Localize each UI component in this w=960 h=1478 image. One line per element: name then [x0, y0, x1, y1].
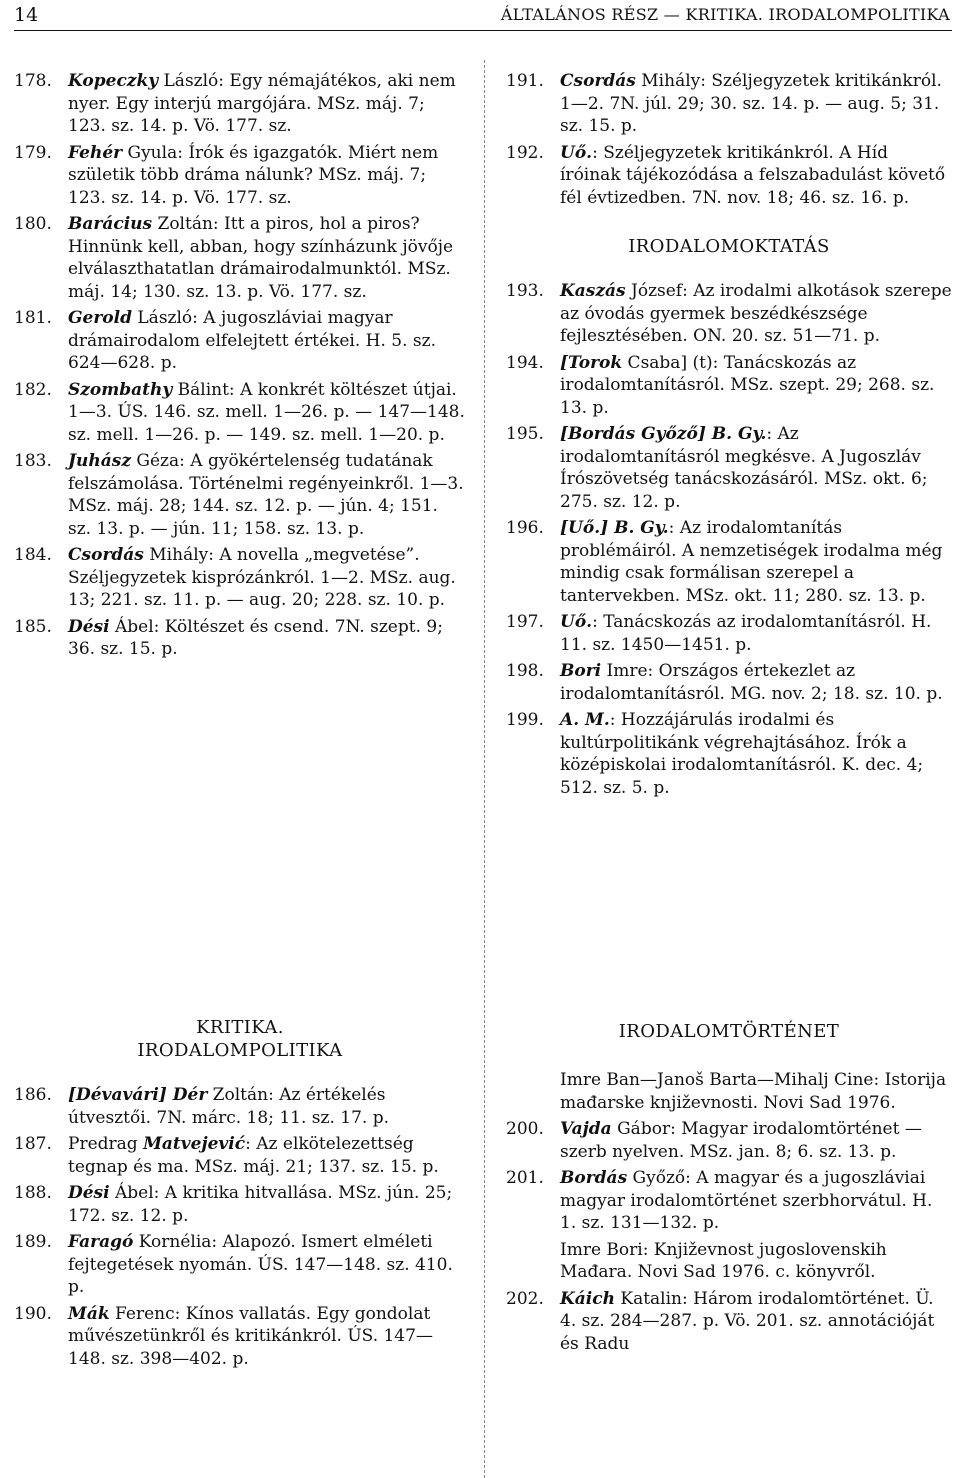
entry-author: Barácius: [68, 214, 153, 234]
entry-author: [Torok: [560, 352, 623, 373]
entry-author: Dési: [68, 1183, 110, 1203]
entry-text: Mihály: A novella „megvetése”. Széljegyzetek kisprózánkról. 1—2. MSz. aug. 13; 221. sz. 11. p. — aug. 20; 228. sz. 10. p.: [68, 545, 456, 610]
entry-number: 198.: [506, 661, 544, 681]
entry-author: Bordás: [560, 1168, 628, 1188]
entry-number: 191.: [506, 71, 544, 91]
entry-number: 190.: [14, 1303, 52, 1324]
page-header: [0, 0, 960, 32]
entry-author: Matvejević: [143, 1134, 246, 1154]
entry-number: 182.: [14, 379, 52, 400]
entry-text: Katalin: Három irodalomtörténet. Ü. 4. sz. 284—287. p. Vö. 201. sz. annotációját és Radu: [560, 1288, 935, 1354]
entry-184: [14, 544, 466, 612]
entry-text: : Az irodalomtanításról megkésve. A Jugoszláv Írószövetség tanácskozásáról. MSz. okt. 6; 275. sz. 12. p.: [560, 424, 928, 512]
entry-number: 192.: [506, 142, 544, 163]
entry-number: 181.: [14, 308, 52, 328]
entry-number: 199.: [506, 710, 544, 730]
entry-192: [506, 142, 952, 210]
entry-194: [506, 352, 952, 420]
entry-author: [Bordás Győző] B. Gy.: [560, 424, 767, 444]
entry-author: Dési: [68, 616, 110, 637]
entry-author: Vajda: [560, 1119, 612, 1139]
entry-number: 193.: [506, 281, 544, 301]
entry-number: 200.: [506, 1119, 544, 1139]
entry-text: Kornélia: Alapozó. Ismert elméleti fejtegetések nyomán. ÚS. 147—148. sz. 410. p.: [68, 1232, 453, 1297]
entry-number: 179.: [14, 142, 52, 163]
entry-193: [506, 280, 952, 348]
entry-181: [14, 307, 466, 375]
entry-author: Csordás: [560, 71, 636, 91]
entry-text: László: A jugoszláviai magyar drámairodalom elfelejtett értékei. H. 5. sz. 624—628. p.: [68, 308, 437, 373]
entry-text: Bálint: A konkrét költészet útjai. 1—3. ÚS. 146. sz. mell. 1—26. p. — 147—148. sz. mell. 1—26. p. — 149. sz. mell. 1—20. p.: [68, 379, 465, 445]
entry-text: Győző: A magyar és a jugoszláviai magyar irodalomtörténet szerbhorvátul. H. 1. sz. 131—132. p.: [560, 1168, 933, 1233]
section-heading-kritika: [14, 1016, 466, 1062]
entry-number: 183.: [14, 451, 52, 471]
entry-text: Gyula: Írók és igazgatók. Miért nem születik több dráma nálunk? MSz. máj. 7; 123. sz. 14. p. Vö. 177. sz.: [68, 142, 439, 208]
entry-191: [506, 70, 952, 138]
top-left-column: [14, 70, 466, 665]
section-heading-irodalomtortenet: IRODALOMTÖRTÉNET: [618, 1021, 840, 1042]
top-right-column: [506, 70, 952, 803]
entry-number: 194.: [506, 352, 544, 373]
entry-author: [Dévavári] Dér: [68, 1085, 208, 1105]
entry-number: 187.: [14, 1134, 52, 1154]
entry-author: Kopeczky: [68, 71, 159, 91]
entry-185: [14, 616, 466, 661]
entry-196: [506, 517, 952, 607]
entry-180: [14, 213, 466, 303]
entry-number: 202.: [506, 1288, 544, 1309]
entry-text: Ferenc: Kínos vallatás. Egy gondolat művészetünkről és kritikánkról. ÚS. 147—148. sz. 398—402. p.: [68, 1303, 433, 1369]
entry-text: Géza: A gyökértelenség tudatának felszámolása. Történelmi regényeinkről. 1—3. MSz. máj. 28; 144. sz. 12. p. — jún. 4; 151. sz. 13. p. — jún. 11; 158. sz. 13. p.: [68, 451, 464, 539]
entry-author: Csordás: [68, 545, 144, 565]
entry-author: Mák: [68, 1303, 110, 1324]
entry-number: 197.: [506, 612, 544, 632]
entry-author: Bori: [560, 661, 602, 681]
entry-201: [506, 1167, 952, 1235]
entry-179: [14, 142, 466, 210]
entry-author-first: Predrag: [68, 1134, 144, 1154]
entry-text: Mihály: Széljegyzetek kritikánkról. 1—2. 7N. júl. 29; 30. sz. 14. p. — aug. 5; 31. sz. 15. p.: [560, 71, 942, 136]
entry-182: [14, 379, 466, 447]
entry-202: [506, 1288, 952, 1356]
entry-text: László: Egy némajátékos, aki nem nyer. Egy interjú margójára. MSz. máj. 7; 123. sz. 14. p. Vö. 177. sz.: [68, 71, 456, 136]
entry-text: : Az elkötelezettség tegnap és ma. MSz. máj. 21; 137. sz. 15. p.: [68, 1134, 439, 1177]
entry-text: : Tanácskozás az irodalomtanításról. H. 11. sz. 1450—1451. p.: [560, 612, 932, 655]
entry-author: Kaszás: [560, 281, 626, 301]
entry-186: [14, 1084, 466, 1129]
entry-text: : Az irodalomtanítás problémáiról. A nemzetiségek irodalma még mindig csak formálisan szerepel a tantervekben. MSz. okt. 11; 280. sz. 13. p.: [560, 518, 943, 606]
column-divider: [484, 60, 485, 1478]
entry-195: [506, 423, 952, 513]
entry-text: Zoltán: Itt a piros, hol a piros? Hinnünk kell, abban, hogy színházunk jövője elválaszthatatlan drámairodalmunktól. MSz. máj. 14; 130. sz. 13. p. Vö. 177. sz.: [68, 214, 454, 302]
heading-line: KRITIKA.: [196, 1017, 284, 1038]
entry-198: [506, 660, 952, 705]
entry-author: [Uő.] B. Gy.: [560, 518, 669, 538]
entry-197: [506, 611, 952, 656]
entry-190: [14, 1303, 466, 1371]
entry-author: Szombathy: [68, 379, 173, 400]
entry-author: Fehér: [68, 142, 123, 163]
entry-number: 184.: [14, 545, 52, 565]
entry-text: József: Az irodalmi alkotások szerepe az óvodás gyermek beszédkészsége fejlesztésében. ON. 20. sz. 51—71. p.: [560, 281, 952, 346]
entry-188: [14, 1182, 466, 1227]
entry-number: 195.: [506, 424, 544, 444]
entry-author: Káich: [560, 1288, 615, 1309]
entry-text: : Széljegyzetek kritikánkról. A Híd íróinak tájékozódása a felszabadulást követő fél évtizedben. 7N. nov. 18; 46. sz. 16. p.: [560, 142, 946, 208]
entry-178: [14, 70, 466, 138]
entry-number: 180.: [14, 214, 52, 234]
entry-text: Ábel: Költészet és csend. 7N. szept. 9; 36. sz. 15. p.: [68, 616, 443, 659]
entry-text: Zoltán: Az értékelés útvesztői. 7N. márc. 18; 11. sz. 17. p.: [68, 1085, 389, 1128]
entry-number: 196.: [506, 518, 544, 538]
entry-189: [14, 1231, 466, 1299]
mid-reference: Imre Bori: Književnost jugoslovenskih Mađara. Novi Sad 1976. c. könyvről.: [560, 1239, 887, 1282]
entry-text: : Hozzájárulás irodalmi és kultúrpolitikánk végrehajtásához. Írók a középiskolai irodalomtanításról. K. dec. 4; 512. sz. 5. p.: [560, 710, 924, 798]
entry-183: [14, 450, 466, 540]
page-number: 14: [14, 4, 39, 26]
bottom-right-column: [506, 1020, 952, 1359]
entry-number: 185.: [14, 616, 52, 637]
entries-178-185: [14, 70, 466, 661]
entry-199: [506, 709, 952, 799]
entry-author: Gerold: [68, 308, 132, 328]
entry-200: [506, 1118, 952, 1163]
entry-author: Uő.: [560, 612, 593, 632]
entry-number: 201.: [506, 1168, 544, 1188]
entry-number: 178.: [14, 71, 52, 91]
heading-line: IRODALOMPOLITIKA: [137, 1040, 343, 1061]
entry-number: 188.: [14, 1183, 52, 1203]
intro-reference: Imre Ban—Janoš Barta—Mihalj Cine: Istorija mađarske književnosti. Novi Sad 1976.: [560, 1070, 947, 1113]
section-heading-irodalomoktatas: IRODALOMOKTATÁS: [628, 236, 830, 257]
entry-author: Faragó: [68, 1232, 134, 1252]
entry-text: Ábel: A kritika hitvallása. MSz. jún. 25; 172. sz. 12. p.: [68, 1183, 453, 1226]
header-rule: [14, 30, 952, 31]
entry-author: A. M.: [560, 710, 610, 730]
entry-author: Uő.: [560, 142, 593, 163]
bottom-left-column: [14, 1016, 466, 1374]
entry-187: [14, 1133, 466, 1178]
entry-author: Juhász: [68, 451, 132, 471]
running-head: ÁLTALÁNOS RÉSZ — KRITIKA. IRODALOMPOLITIKA: [500, 5, 950, 24]
entry-text: Gábor: Magyar irodalomtörténet — szerb nyelven. MSz. jan. 8; 6. sz. 13. p.: [560, 1119, 922, 1162]
entry-number: 186.: [14, 1085, 52, 1105]
entry-text: Csaba] (t): Tanácskozás az irodalomtanításról. MSz. szept. 29; 268. sz. 13. p.: [560, 352, 935, 418]
entry-number: 189.: [14, 1232, 52, 1252]
entry-text: Imre: Országos értekezlet az irodalomtanításról. MG. nov. 2; 18. sz. 10. p.: [560, 661, 943, 704]
